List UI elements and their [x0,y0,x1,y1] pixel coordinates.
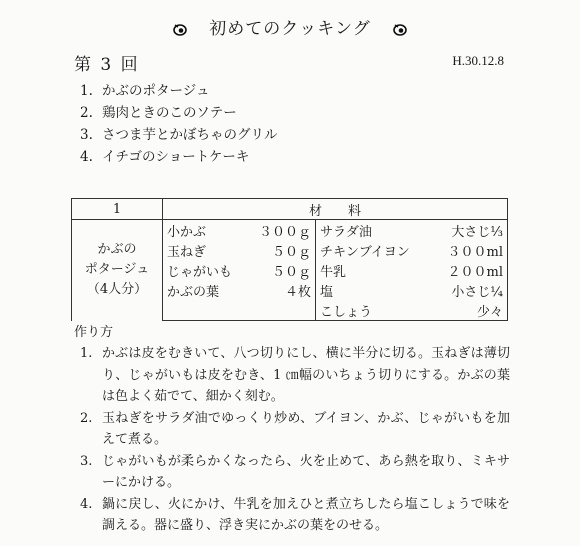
ingredient-quantity: 少々 [416,300,508,321]
step-item [80,343,510,408]
eye-ornament-icon [393,24,407,36]
ingredient-name: かぶの葉 [163,280,242,300]
ingredient-name: チキンブイヨン [316,240,417,260]
menu-item-text: 鶏肉ときのこのソテー [102,105,237,121]
step-item [80,408,510,451]
menu-item [80,146,278,168]
table-row [72,220,508,241]
step-item [80,451,510,494]
ingredient-quantity: ５０ｇ [241,240,316,260]
date: H.30.12.8 [452,53,504,68]
ingredient-name: 玉ねぎ [163,240,242,260]
step-number: 2. [80,410,93,426]
menu-item [80,124,278,146]
ingredient-name: サラダ油 [316,220,417,241]
menu-item-text: かぶのポタージュ [102,83,210,99]
step-text: 鍋に戻し、火にかけ、牛乳を加えひと煮立ちしたら塩こしょうで味を調える。器に盛り、浮き実にかぶの葉をのせる。 [102,496,510,533]
menu-item [80,102,278,124]
dish-number-header: 1 [72,199,163,220]
dish-servings: （4人分） [86,282,148,298]
menu-list [80,80,278,168]
step-text: じゃがいもが柔らかくなったら、火を止めて、あら熱を取り、ミキサーにかける。 [102,453,510,490]
ingredient-quantity: ５０ｇ [241,260,316,280]
ingredient-name: じゃがいも [163,260,242,280]
ingredient-name: 牛乳 [316,260,417,280]
step-text: かぶは皮をむきいて、八つ切りにし、横に半分に切る。玉ねぎは薄切り、じゃがいもは皮をむき、1 ㎝幅のいちょう切りにする。かぶの葉は色よく茹でて、細かく刻む。 [102,346,510,404]
ingredient-quantity: 大さじ⅓ [416,220,508,241]
menu-item-number: 3. [80,127,93,143]
ingredient-quantity: 小さじ¼ [416,280,508,300]
ingredient-quantity [241,300,316,321]
ingredients-header: 材 料 [163,199,508,220]
page-title [0,14,580,39]
method-steps [80,343,510,537]
menu-item-number: 1. [80,83,93,99]
step-number: 1. [80,346,93,361]
ingredient-quantity: ３００ml [416,240,508,260]
session-number: 第 3 回 [74,55,140,75]
ingredient-name [163,300,242,321]
dish-name-line: かぶの [97,242,137,258]
title-text: 初めてのクッキング [209,19,371,39]
ingredient-quantity: ４枚 [241,280,316,300]
method-heading: 作り方 [74,325,114,340]
step-item [80,494,510,537]
ingredients-table [71,198,508,321]
dish-name-cell [72,220,163,321]
ingredient-name: 小かぶ [163,220,242,241]
eye-ornament-icon [173,24,187,36]
ingredient-name: こしょう [316,300,417,321]
menu-item-number: 2. [80,105,93,121]
step-number: 3. [80,453,93,469]
ingredient-name: 塩 [316,280,417,300]
menu-item-text: さつま芋とかぼちゃのグリル [102,127,278,143]
menu-item-number: 4. [80,149,93,165]
step-number: 4. [80,496,93,512]
ingredient-quantity: ３００ｇ [241,220,316,241]
step-text: 玉ねぎをサラダ油でゆっくり炒め、ブイヨン、かぶ、じゃがいもを加えて煮る。 [102,410,510,447]
table-header-row [72,199,508,220]
menu-item-text: イチゴのショートケーキ [102,149,250,165]
ingredient-quantity: ２００ml [416,260,508,280]
dish-name-line: ポタージュ [84,262,150,278]
menu-item [80,80,278,102]
